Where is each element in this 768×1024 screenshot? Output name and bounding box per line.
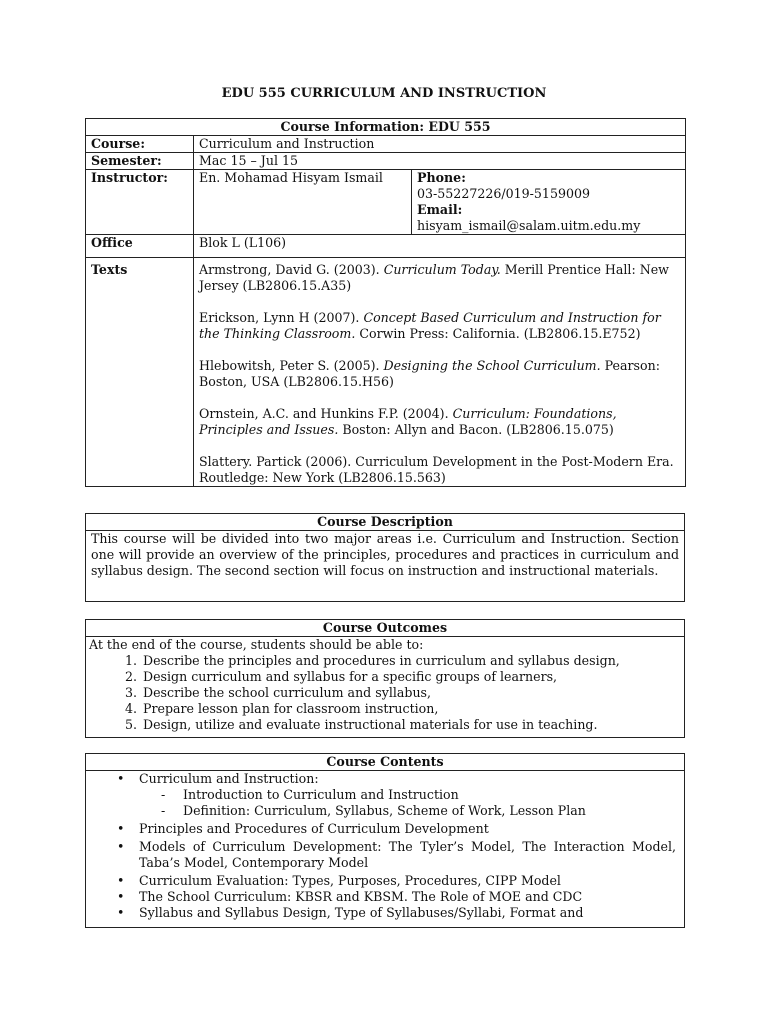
course-information-heading: Course Information: EDU 555 (86, 119, 686, 136)
contents-item: • Principles and Procedures of Curriculum Development (139, 821, 676, 837)
instructor-value: En. Mohamad Hisyam Ismail (194, 170, 412, 235)
office-value: Blok L (L106) (194, 235, 686, 258)
contents-subitem: - Introduction to Curriculum and Instruction (183, 787, 676, 803)
course-label: Course: (86, 136, 194, 153)
course-information-table (85, 118, 686, 487)
instructor-label: Instructor: (86, 170, 194, 235)
course-contents-body (86, 771, 685, 928)
contents-item (139, 771, 676, 819)
text-reference: Ornstein, A.C. and Hunkins F.P. (2004). Curriculum: Foundations, Principles and Issues. Boston: Allyn and Bacon. (LB2806.15.075) (199, 406, 617, 437)
contents-item: • Syllabus and Syllabus Design, Type of Syllabuses/Syllabi, Format and (139, 905, 676, 921)
contents-subitem: - Definition: Curriculum, Syllabus, Scheme of Work, Lesson Plan (183, 803, 676, 819)
contents-sublist (139, 787, 676, 819)
outcome-item: 5. Design, utilize and evaluate instructional materials for use in teaching. (141, 717, 679, 733)
contents-list (91, 771, 676, 921)
course-outcomes-table (85, 619, 685, 738)
course-description-heading: Course Description (86, 514, 685, 531)
phone-value: 03-55227226/019-5159009 (417, 186, 591, 201)
text-reference: Hlebowitsh, Peter S. (2005). Designing the School Curriculum. Pearson: Boston, USA (LB2806.15.H56) (199, 358, 660, 389)
course-outcomes-body (86, 637, 685, 738)
semester-label: Semester: (86, 153, 194, 170)
document-title: EDU 555 CURRICULUM AND INSTRUCTION (221, 86, 547, 101)
course-description-text: This course will be divided into two major areas i.e. Curriculum and Instruction. Section one will provide an overview of the principles, procedures and practices in curriculum and syllabus design. The second section will focus on instruction and instructional materials. (86, 531, 685, 602)
outcome-item: 4. Prepare lesson plan for classroom instruction, (141, 701, 679, 717)
course-outcomes-intro: At the end of the course, students should be able to: (89, 637, 424, 652)
course-contents-heading: Course Contents (86, 754, 685, 771)
text-reference: Slattery. Partick (2006). Curriculum Development in the Post-Modern Era. Routledge: New York (LB2806.15.563) (199, 454, 674, 485)
outcomes-list (89, 653, 679, 733)
outcome-item: 2. Design curriculum and syllabus for a specific groups of learners, (141, 669, 679, 685)
office-label: Office (86, 235, 194, 258)
course-outcomes-heading: Course Outcomes (86, 620, 685, 637)
course-value: Curriculum and Instruction (194, 136, 686, 153)
contents-item-label: Curriculum and Instruction: (139, 771, 319, 786)
email-value: hisyam_ismail@salam.uitm.edu.my (417, 218, 641, 233)
contact-cell (412, 170, 686, 235)
outcome-item: 1. Describe the principles and procedures in curriculum and syllabus design, (141, 653, 679, 669)
text-reference: Erickson, Lynn H (2007). Concept Based Curriculum and Instruction for the Thinking Classroom. Corwin Press: California. (LB2806.15.E752) (199, 310, 661, 341)
text-reference: Armstrong, David G. (2003). Curriculum Today. Merill Prentice Hall: New Jersey (LB2806.15.A35) (199, 262, 669, 293)
contents-item: • The School Curriculum: KBSR and KBSM. The Role of MOE and CDC (139, 889, 676, 905)
course-contents-table (85, 753, 685, 928)
contents-item: • Curriculum Evaluation: Types, Purposes, Procedures, CIPP Model (139, 873, 676, 889)
course-contents-clip (91, 771, 676, 927)
outcome-item: 3. Describe the school curriculum and syllabus, (141, 685, 679, 701)
email-label: Email: (417, 202, 463, 217)
course-description-table (85, 513, 685, 602)
semester-value: Mac 15 – Jul 15 (194, 153, 686, 170)
texts-label: Texts (86, 258, 194, 487)
contents-item: • Models of Curriculum Development: The Tyler’s Model, The Interaction Model, Taba’s Model, Contemporary Model (139, 839, 676, 871)
texts-list (194, 258, 686, 487)
phone-label: Phone: (417, 170, 466, 185)
